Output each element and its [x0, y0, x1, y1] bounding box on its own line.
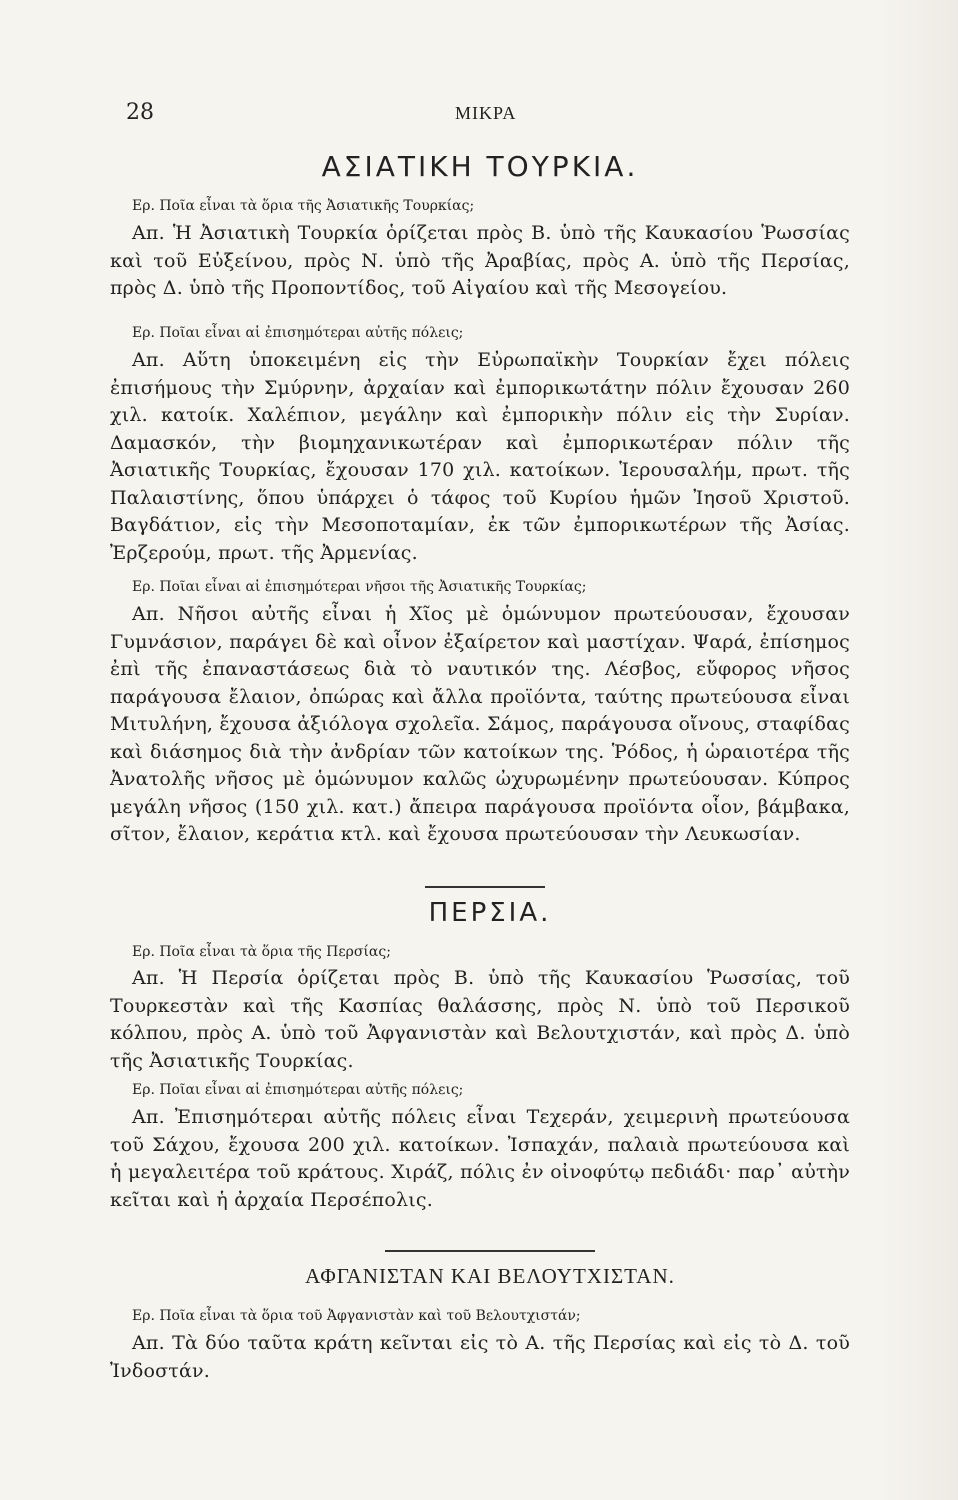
question-2: Ερ. Ποῖαι εἶναι αἱ ἐπισημότεραι αὐτῆς πόλεις; — [132, 325, 464, 341]
facing-page-shadow — [878, 0, 958, 1500]
page-number: 28 — [126, 100, 154, 125]
answer-3: Απ. Νῆσοι αὐτῆς εἶναι ἡ Χῖος μὲ ὁμώνυμον πρωτεύουσαν, ἔχουσαν Γυμνάσιον, παράγει δὲ καὶ οἶνον ἐξαίρετον καὶ μαστίχαν. Ψαρά, ἐπίσημος ἐπὶ τῆς ἐπαναστάσεως διὰ τὸ ναυτικόν της. Λέσβος, εὔφορος νῆσος παράγουσα ἔλαιον, ὀπώρας καὶ ἄλλα προϊόντα, ταύτης πρωτεύουσα εἶναι Μιτυλήνη, ἔχουσα ἀξιόλογα σχολεῖα. Σάμος, παράγουσα οἴνους, σταφίδας καὶ διάσημος διὰ τὴν ἀνδρίαν τῶν κατοίκων της. Ῥόδος, ἡ ὡραιοτέρα τῆς Ἀνατολῆς νῆσος μὲ ὁμώνυμον καλῶς ὠχυρωμένην πρωτεύουσαν. Κύπρος μεγάλη νῆσος (150 χιλ. κατ.) ἄπειρα παράγουσα προϊόντα οἷον, βάμβακα, σῖτον, ἔλαιον, κεράτια κτλ. καὶ ἔχουσα πρωτεύουσαν τὴν Λευκωσίαν. — [110, 603, 850, 845]
answer-2: Απ. Αὕτη ὑποκειμένη εἰς τὴν Εὐρωπαϊκὴν Τουρκίαν ἔχει πόλεις ἐπισήμους τὴν Σμύρνην, ἀρχαίαν καὶ ἐμπορικωτάτην πόλιν ἔχουσαν 260 χιλ. κατοίκ. Χαλέπιον, μεγάλην καὶ ἐμπορικὴν πόλιν εἰς τὴν Συρίαν. Δαμασκόν, τὴν βιομηχανικωτέραν καὶ ἐμπορικωτέραν πόλιν τῆς Ἀσιατικῆς Τουρκίας, ἔχουσαν 170 χιλ. κατοίκων. Ἱερουσαλήμ, πρωτ. τῆς Παλαιστίνης, ὅπου ὑπάρχει ὁ τάφος τοῦ Κυρίου ἡμῶν Ἰησοῦ Χριστοῦ. Βαγδάτιον, εἰς τὴν Μεσοποταμίαν, ἐκ τῶν ἐμπορικωτέρων τῆς Ἀσίας. Ἐρζερούμ, πρωτ. τῆς Ἀρμενίας. — [110, 349, 850, 564]
question-5: Ερ. Ποῖαι εἶναι αἱ ἐπισημότεραι αὐτῆς πόλεις; — [132, 1082, 464, 1098]
question-1: Ερ. Ποῖα εἶναι τὰ ὅρια τῆς Ἀσιατικῆς Τουρκίας; — [132, 198, 475, 214]
question-6: Ερ. Ποῖα εἶναι τὰ ὅρια τοῦ Ἀφγανιστὰν καὶ τοῦ Βελουτχιστάν; — [132, 1308, 581, 1324]
answer-5: Απ. Ἐπισημότεραι αὐτῆς πόλεις εἶναι Τεχεράν, χειμερινὴ πρωτεύουσα τοῦ Σάχου, ἔχουσα 200 χιλ. κατοίκων. Ἰσπαχάν, παλαιὰ πρωτεύουσα καὶ ἡ μεγαλειτέρα τοῦ κράτους. Χιράζ, πόλις ἐν οἰνοφύτῳ πεδιάδι· παρ᾽ αὐτὴν κεῖται καὶ ἡ ἀρχαία Περσέπολις. — [110, 1106, 850, 1211]
answer-4: Απ. Ἡ Περσία ὁρίζεται πρὸς Β. ὑπὸ τῆς Καυκασίου Ῥωσσίας, τοῦ Τουρκεστὰν καὶ τῆς Κασπίας θαλάσσης, πρὸς Ν. ὑπὸ τοῦ Περσικοῦ κόλπου, πρὸς Α. ὑπὸ τοῦ Ἀφγανιστὰν καὶ Βελουτχιστάν, καὶ πρὸς Δ. ὑπὸ τῆς Ἀσιατικῆς Τουρκίας. — [110, 967, 850, 1072]
section-divider — [385, 1250, 595, 1252]
question-3: Ερ. Ποῖαι εἶναι αἱ ἐπισημότεραι νῆσοι τῆς Ἀσιατικῆς Τουρκίας; — [132, 579, 587, 595]
question-4: Ερ. Ποῖα εἶναι τὰ ὅρια τῆς Περσίας; — [132, 944, 391, 960]
running-head: ΜΙΚΡΑ — [455, 103, 517, 123]
section-divider — [425, 886, 545, 888]
section-title-persia: ΠΕΡΣΙΑ. — [428, 898, 552, 928]
section-title-afghanistan: ΑΦΓΑΝΙΣΤΑΝ ΚΑΙ ΒΕΛΟΥΤΧΙΣΤΑΝ. — [305, 1264, 675, 1288]
answer-6: Απ. Τὰ δύο ταῦτα κράτη κεῖνται εἰς τὸ Α. τῆς Περσίας καὶ εἰς τὸ Δ. τοῦ Ἰνδοστάν. — [110, 1332, 850, 1382]
section-title-asiatic-turkey: ΑΣΙΑΤΙΚΗ ΤΟΥΡΚΙΑ. — [321, 150, 639, 183]
answer-1: Απ. Ἡ Ἀσιατικὴ Τουρκία ὁρίζεται πρὸς Β. ὑπὸ τῆς Καυκασίου Ῥωσσίας καὶ τοῦ Εὐξείνου, πρὸς Ν. ὑπὸ τῆς Ἀραβίας, πρὸς Α. ὑπὸ τῆς Περσίας, πρὸς Δ. ὑπὸ τῆς Προποντίδος, τοῦ Αἰγαίου καὶ τῆς Μεσογείου. — [110, 222, 850, 299]
